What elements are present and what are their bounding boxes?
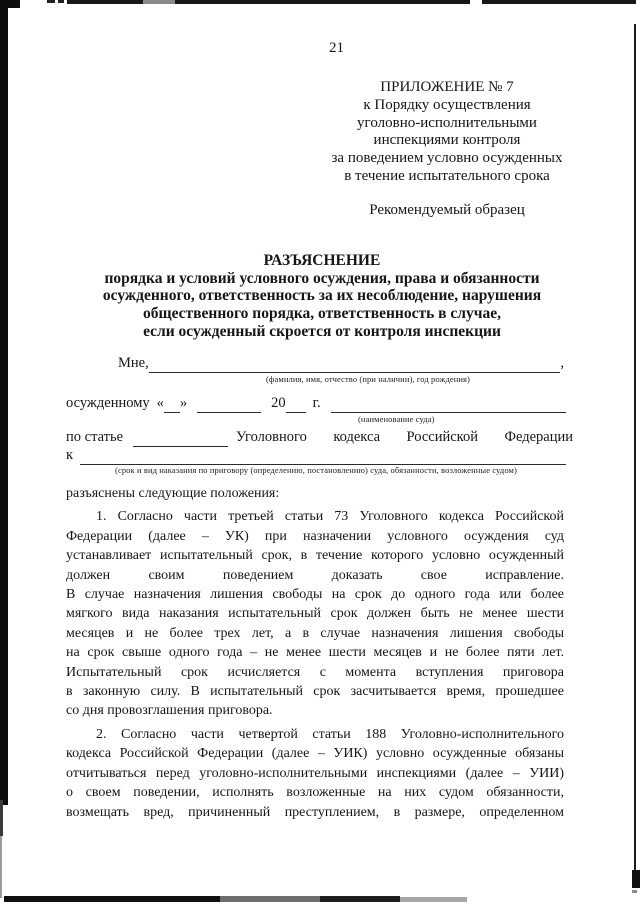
scan-artifact-top-dash bbox=[58, 0, 64, 3]
year-blank-line bbox=[286, 408, 306, 413]
scan-artifact-bottom-bar bbox=[220, 896, 320, 902]
name-blank-line bbox=[149, 368, 561, 373]
scan-artifact-bottom-bar bbox=[4, 896, 220, 902]
article-label: по статье bbox=[66, 429, 124, 445]
punishment-label: к bbox=[66, 447, 74, 463]
name-row-trailing-comma: , bbox=[560, 355, 564, 371]
day-blank-line bbox=[164, 408, 180, 413]
name-row-label: Мне, bbox=[118, 355, 149, 371]
body-paragraph-2: 2. Согласно части четвертой статьи 188 Уголовно-исполнительного кодекса Российской Федерации (далее – УИК) условно осужденные обязаны отчитываться перед уголовно-исполнительными инспекциями (далее – УИИ) о своем поведении, исполнять возложенные на них судом обязанности, возмещать вред, причиненный преступлением, в размере, определенном bbox=[66, 726, 564, 820]
scan-artifact-top-dash bbox=[47, 0, 55, 3]
scan-artifact-left-tail-gray bbox=[0, 836, 2, 898]
scan-artifact-top-gap bbox=[470, 0, 482, 4]
appendix-subtitle: к Порядку осуществления уголовно-исполнительными инспекциями контроля за поведением условно осужденных в течение испытательного срока bbox=[331, 96, 563, 184]
month-blank-line bbox=[197, 408, 261, 413]
convicted-label: осужденному bbox=[66, 395, 150, 411]
explanation-heading bbox=[62, 252, 582, 341]
quote-open: « bbox=[156, 395, 164, 411]
page-number: 21 bbox=[329, 40, 344, 56]
explanation-title: РАЗЪЯСНЕНИЕ bbox=[263, 252, 381, 269]
form-row-name bbox=[118, 354, 564, 373]
scan-artifact-right-dash bbox=[632, 890, 637, 893]
year-prefix: 20 bbox=[271, 395, 286, 411]
scan-artifact-bottom-bar bbox=[320, 896, 400, 902]
scan-artifact-left-tail bbox=[0, 800, 3, 836]
body-intro-line: разъяснены следующие положения: bbox=[66, 486, 280, 501]
recommended-sample-note: Рекомендуемый образец bbox=[369, 201, 525, 218]
body-paragraph-1: 1. Согласно части третьей статьи 73 Уголовного кодекса Российской Федерации (далее – УК) при назначении условного осуждения суд устанавливает испытательный срок, в течение которого условно осужденный должен своим поведением доказать свое исправление. В случае назначения лишения свободы на срок до одного года или более мягкого вида наказания испытательный срок должен быть не менее шести месяцев и не более трех лет, а в случае назначения лишения свободы на срок свыше одного года – не менее шести месяцев и не более пяти лет. Испытательный срок исчисляется с момента вступления приговора в законную силу. В испытательный срок засчитывается время, прошедшее со дня провозглашения приговора. bbox=[66, 509, 564, 719]
name-caption: (фамилия, имя, отчество (при наличии), год рождения) bbox=[266, 374, 470, 384]
form-row-punishment bbox=[66, 446, 566, 465]
scan-artifact-left-bar-top bbox=[0, 0, 20, 8]
appendix-block bbox=[282, 79, 612, 220]
form-row-article bbox=[66, 428, 573, 447]
appendix-title: ПРИЛОЖЕНИЕ № 7 bbox=[380, 79, 514, 95]
scan-artifact-left-bar bbox=[0, 0, 8, 805]
year-suffix: г. bbox=[312, 395, 321, 411]
court-blank-line bbox=[331, 408, 566, 413]
criminal-code-text: Уголовного кодекса Российской Федерации bbox=[236, 429, 573, 445]
scan-artifact-top-gray bbox=[143, 0, 175, 4]
punishment-caption: (срок и вид наказания по приговору (определению, постановлению) суда, обязанности, возложенные судом) bbox=[115, 465, 517, 475]
quote-close: » bbox=[179, 395, 188, 411]
scan-artifact-right-line bbox=[634, 24, 636, 870]
document-body bbox=[66, 484, 564, 822]
scan-artifact-right-end bbox=[632, 870, 640, 888]
explanation-subtitle: порядка и условий условного осуждения, права и обязанности осужденного, ответственность за их несоблюдение, нарушения общественного порядка, ответственность в случае, если осужденный скроется от контроля инспекции bbox=[102, 269, 542, 340]
form-row-sentence-date bbox=[66, 394, 566, 413]
court-caption: (наименование суда) bbox=[358, 414, 435, 424]
scan-artifact-bottom-bar bbox=[400, 897, 467, 902]
